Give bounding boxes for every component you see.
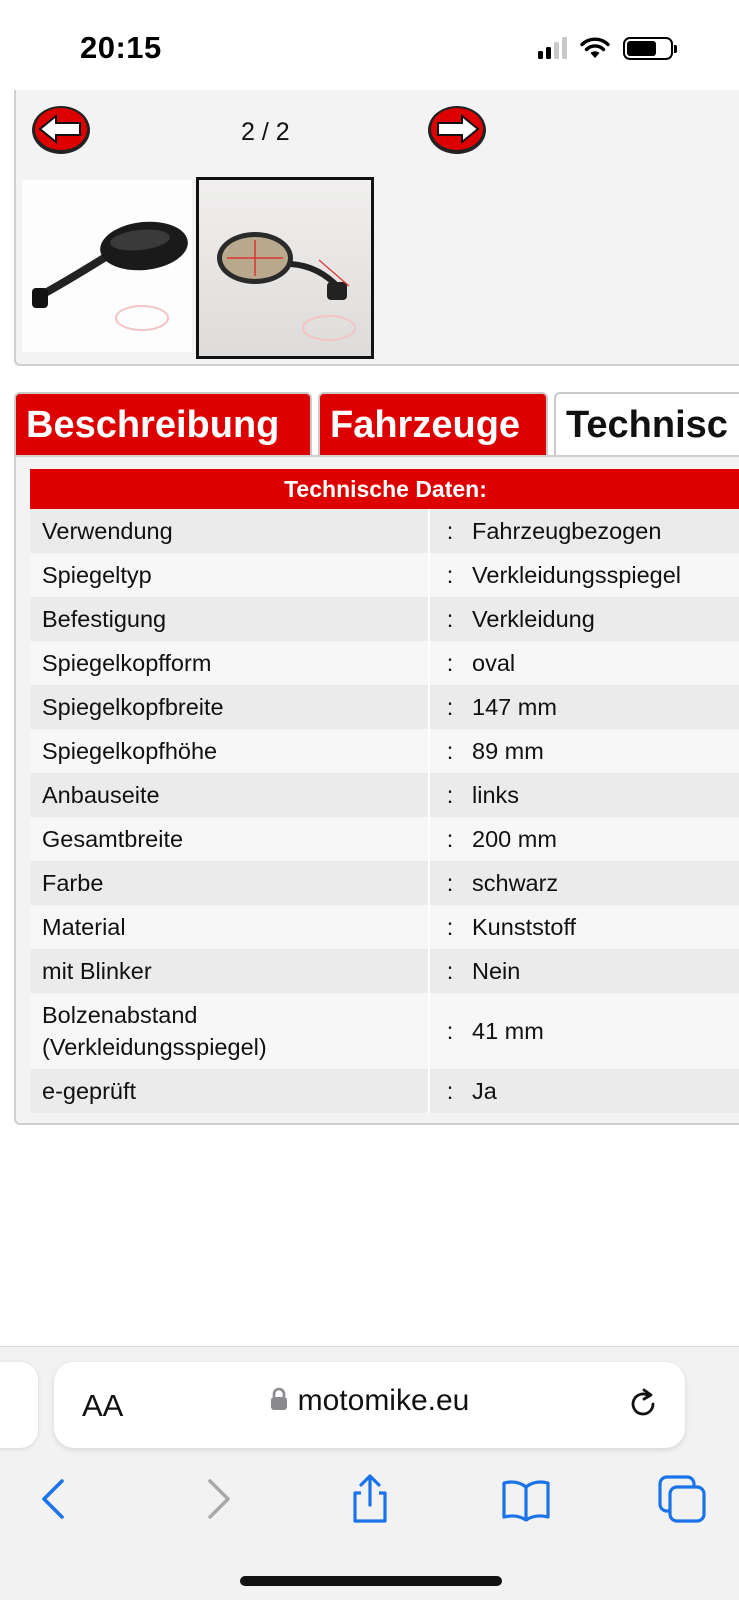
spec-value: Ja: [472, 1077, 497, 1104]
table-row: [30, 597, 739, 641]
spec-label: Verwendung: [42, 517, 173, 544]
spec-value: Kunststoff: [472, 913, 577, 940]
spec-label: Befestigung: [42, 605, 167, 632]
mirror-image-1: [22, 180, 192, 352]
spec-separator: :: [446, 957, 454, 984]
spec-value: 41 mm: [472, 1017, 544, 1044]
table-row: [30, 817, 739, 861]
text-size-label: AA: [82, 1388, 124, 1423]
spec-separator: :: [446, 517, 454, 544]
spec-label: Material: [42, 913, 126, 940]
spec-label: Farbe: [42, 869, 104, 896]
spec-value: 89 mm: [472, 737, 544, 764]
status-icons: [538, 36, 673, 60]
spec-separator: :: [446, 605, 454, 632]
reload-icon[interactable]: [625, 1386, 661, 1422]
spec-separator: :: [446, 781, 454, 808]
spec-label: Spiegelkopfhöhe: [42, 737, 218, 764]
lock-icon: [270, 1387, 288, 1411]
table-row: [30, 641, 739, 685]
tab-technische-daten[interactable]: Technisc: [554, 392, 739, 456]
thumbnail-1[interactable]: [22, 180, 192, 352]
tab-fahrzeuge[interactable]: Fahrzeuge: [318, 392, 548, 456]
table-row: [30, 553, 739, 597]
spec-separator: :: [446, 737, 454, 764]
bookmarks-icon[interactable]: [500, 1473, 552, 1525]
spec-value: Nein: [472, 957, 521, 984]
spec-separator: :: [446, 693, 454, 720]
back-icon[interactable]: [30, 1473, 82, 1525]
spec-value: Verkleidung: [472, 605, 595, 632]
tab-panel: [14, 455, 739, 1125]
wifi-icon: [579, 36, 611, 60]
browser-bottom-bar: [0, 1346, 739, 1600]
table-row: [30, 949, 739, 993]
home-indicator: [240, 1576, 502, 1586]
spec-separator: :: [446, 913, 454, 940]
spec-label: Anbauseite: [42, 781, 160, 808]
spec-label: Spiegelkopfbreite: [42, 693, 224, 720]
specs-header: Technische Daten:: [30, 469, 739, 509]
spec-label: e-geprüft: [42, 1077, 137, 1104]
url-text: motomike.eu: [297, 1384, 470, 1417]
spec-separator: :: [446, 869, 454, 896]
spec-label: Spiegeltyp: [42, 561, 152, 588]
forward-icon[interactable]: [190, 1473, 242, 1525]
product-tabs: [14, 392, 739, 456]
table-row: [30, 685, 739, 729]
spec-value: schwarz: [472, 869, 559, 896]
spec-separator: :: [446, 561, 454, 588]
previous-tab-pill[interactable]: [0, 1362, 38, 1448]
tabs-icon[interactable]: [656, 1473, 708, 1525]
spec-separator: :: [446, 649, 454, 676]
cellular-signal-icon: [538, 37, 567, 59]
status-time: 20:15: [80, 30, 162, 65]
arrow-right-icon[interactable]: [426, 104, 488, 156]
status-bar: [0, 0, 739, 92]
url-display[interactable]: [54, 1384, 685, 1418]
table-row: [30, 993, 739, 1069]
spec-label: Gesamtbreite: [42, 825, 184, 852]
table-row: [30, 861, 739, 905]
share-icon[interactable]: [344, 1473, 396, 1525]
table-row: [30, 729, 739, 773]
tab-beschreibung[interactable]: Beschreibung: [14, 392, 312, 456]
spec-separator: :: [446, 825, 454, 852]
product-gallery: [14, 90, 739, 366]
table-row: [30, 509, 739, 553]
spec-value: links: [472, 781, 520, 808]
specs-table: [30, 469, 739, 1113]
spec-separator: :: [446, 1077, 454, 1104]
table-row: [30, 905, 739, 949]
battery-icon: [623, 37, 673, 60]
spec-label: Spiegelkopfform: [42, 649, 212, 676]
thumbnail-2-selected[interactable]: [196, 177, 374, 359]
spec-label: mit Blinker: [42, 957, 152, 984]
spec-value: 200 mm: [472, 825, 557, 852]
spec-value: Verkleidungsspiegel: [472, 561, 682, 588]
arrow-left-icon[interactable]: [30, 104, 92, 156]
spec-value: Fahrzeugbezogen: [472, 517, 662, 544]
spec-value: oval: [472, 649, 516, 676]
address-bar[interactable]: [54, 1362, 685, 1448]
table-row: [30, 1069, 739, 1113]
spec-value: 147 mm: [472, 693, 557, 720]
mirror-image-2: [199, 180, 371, 356]
gallery-counter: 2 / 2: [241, 118, 290, 146]
spec-label: Bolzenabstand (Verkleidungsspiegel): [42, 1002, 267, 1060]
spec-separator: :: [446, 1017, 454, 1044]
table-row: [30, 773, 739, 817]
